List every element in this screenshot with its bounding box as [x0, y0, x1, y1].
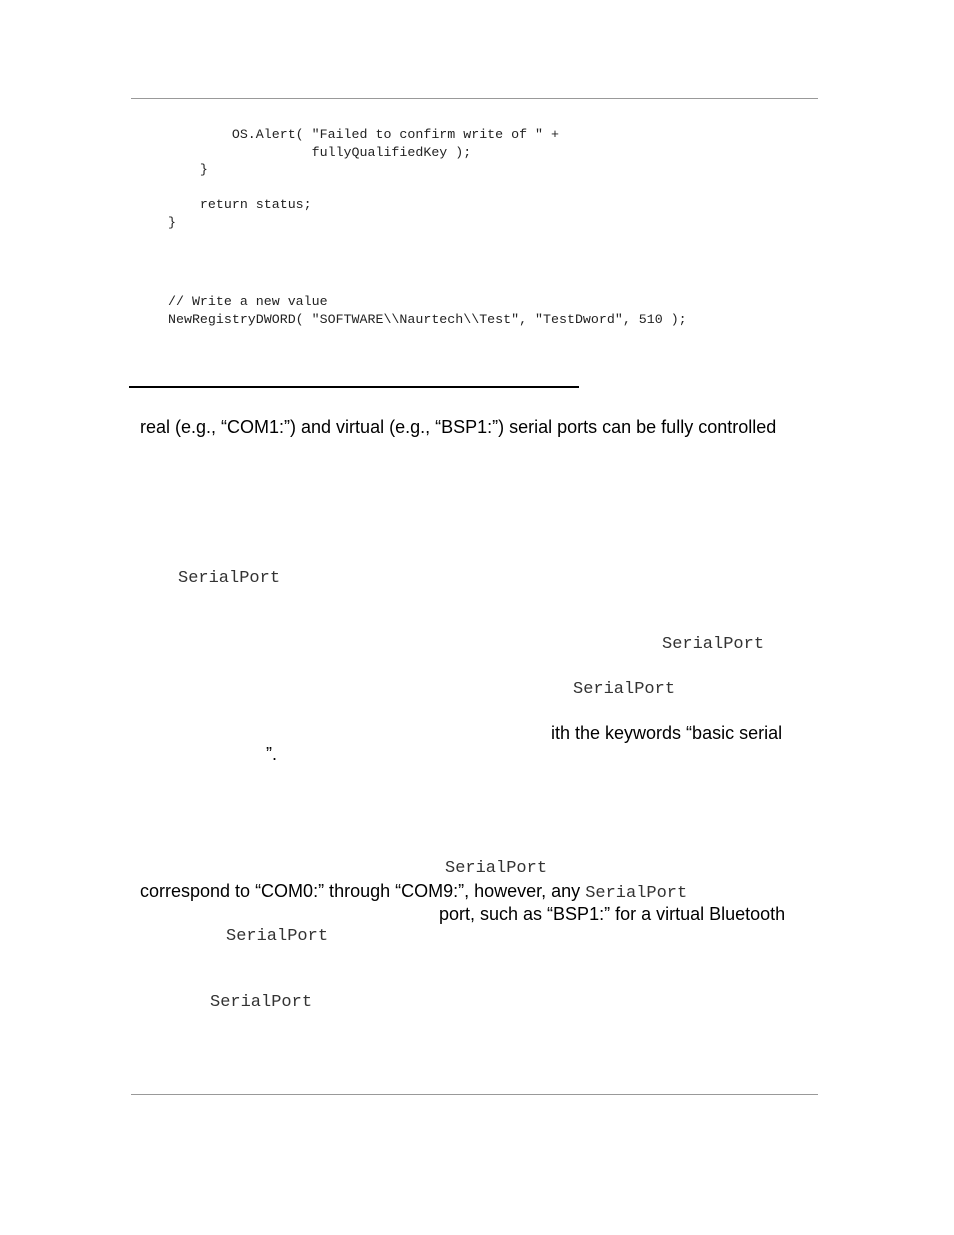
- code-comment-line: // Write a new value: [168, 294, 328, 309]
- inline-code-serialport: SerialPort: [226, 927, 329, 946]
- body-text-closing-quote: ”.: [266, 744, 277, 764]
- inline-code-serialport: SerialPort: [445, 859, 548, 878]
- body-text-keywords: ith the keywords “basic serial: [551, 723, 783, 743]
- body-text-serial-ports: real (e.g., “COM1:”) and virtual (e.g., “BSP1:”) serial ports can be fully controlled: [140, 417, 777, 437]
- body-text-virtual-port: port, such as “BSP1:” for a virtual Bluetooth: [439, 904, 786, 924]
- page-footer-rule: [131, 1094, 818, 1095]
- code-block-registry-return: [168, 126, 559, 231]
- code-line: }: [168, 214, 176, 230]
- inline-code-serialport: SerialPort: [662, 635, 765, 654]
- inline-code-serialport: SerialPort: [585, 884, 688, 903]
- code-line: }: [168, 162, 208, 177]
- code-line: fullyQualifiedKey );: [168, 144, 472, 160]
- body-text-com-ports: [140, 880, 687, 905]
- code-block-write-value: [168, 293, 687, 328]
- body-text-com-prefix: correspond to “COM0:” through “COM9:”, however, any: [140, 881, 586, 901]
- inline-code-serialport: SerialPort: [178, 569, 281, 588]
- code-line: return status;: [168, 197, 312, 212]
- section-heading-rule: [129, 386, 579, 388]
- code-line: NewRegistryDWORD( "SOFTWARE\\Naurtech\\Test", "TestDword", 510 );: [168, 311, 687, 327]
- inline-code-serialport: SerialPort: [573, 680, 676, 699]
- code-line: OS.Alert( "Failed to confirm write of " +: [168, 127, 559, 142]
- page-header-rule: [131, 98, 818, 99]
- inline-code-serialport: SerialPort: [210, 993, 313, 1012]
